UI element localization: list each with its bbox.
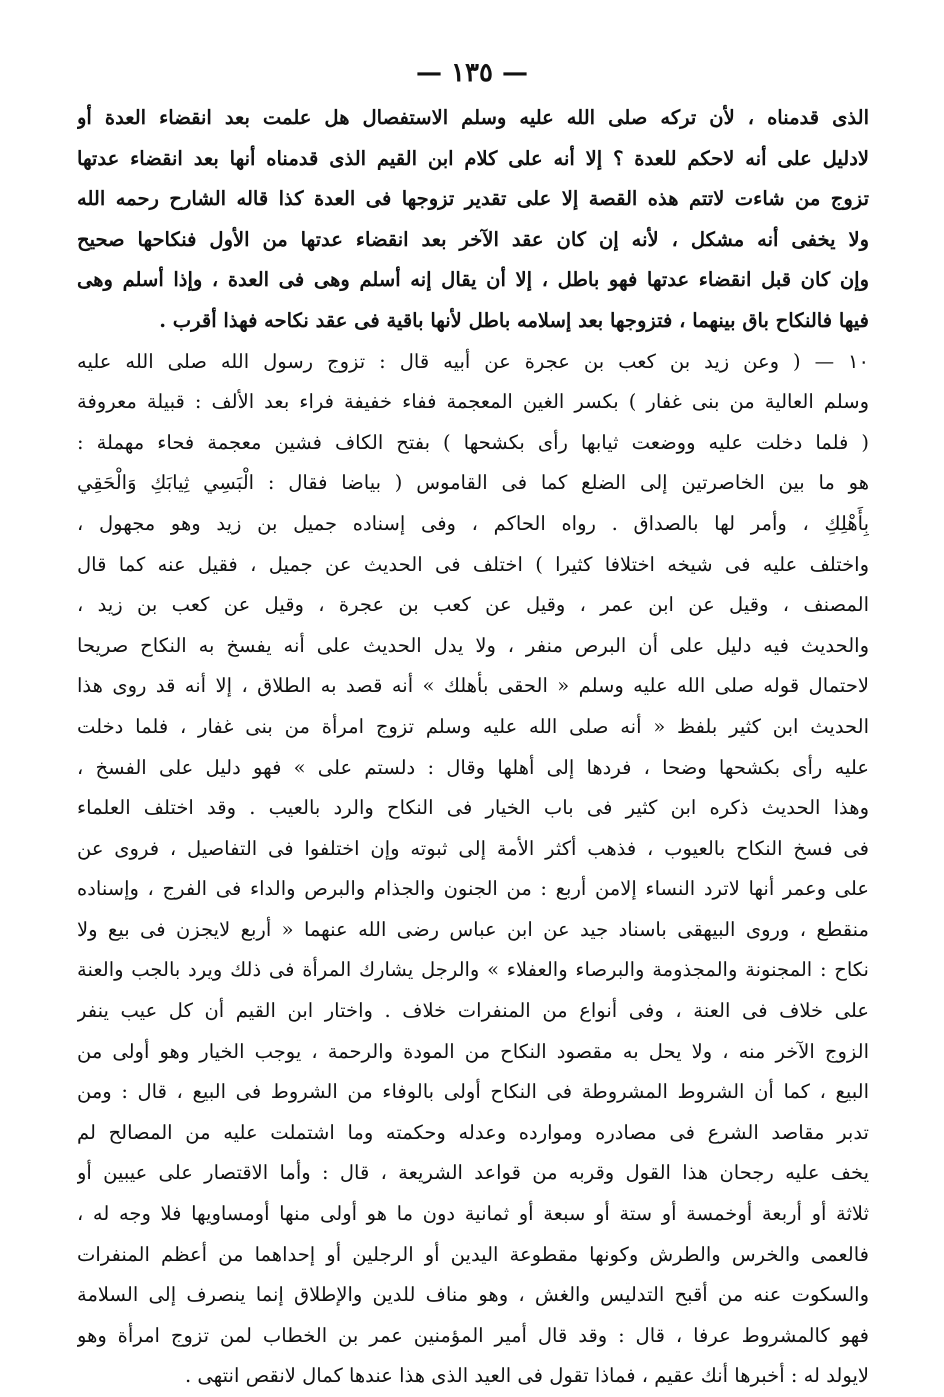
text-line: لادليل على أنه لاحكم للعدة ؟ إلا أنه على كلام ابن القيم الذى قدمناه أنها بعد انقضاء عدتها bbox=[77, 146, 869, 170]
text-line: عليه رأى بكشحها وضحا ، فردها إلى أهلها وقال : دلستم على » فهو دليل على الفسخ ، bbox=[77, 755, 869, 779]
text-line: وإن كان قبل انقضاء عدتها فهو باطل ، إلا أن يقال إنه أسلم وهى فى العدة ، وإذا أسلم وهى bbox=[77, 268, 869, 292]
text-line: ثلاثة أو أربعة أوخمسة أو ستة أو سبعة أو ثمانية دون ما هو أولى منها أومساويها فلا وجه له ، bbox=[77, 1202, 869, 1226]
text-line: وهذا الحديث ذكره ابن كثير فى باب الخيار فى النكاح والرد بالعيب . وقد اختلف العلماء bbox=[77, 796, 869, 820]
body-text bbox=[77, 98, 869, 1397]
text-line: فهو كالمشروط عرفا ، قال : وقد قال أمير المؤمنين عمر بن الخطاب لمن تزوج امرأة وهو bbox=[77, 1323, 869, 1347]
text-line: وسلم العالية من بنى غفار ) بكسر الغين المعجمة ففاء خفيفة فراء بعد الألف : قبيلة معروفة bbox=[77, 390, 869, 414]
text-line: نكاح : المجنونة والمجذومة والبرصاء والعفلاء » والرجل يشارك المرأة فى ذلك ويرد بالجب والعنة bbox=[77, 958, 869, 982]
text-line: لايولد له : أخبرها أنك عقيم ، فماذا تقول فى العيد الذى هذا عندها كمال لانقص انتهى . bbox=[185, 1364, 869, 1388]
text-line: على وعمر أنها لاترد النساء إلامن أربع : من الجنون والجذام والبرص والداء فى الفرج ، وإسناده bbox=[77, 877, 869, 901]
text-line: الحديث ابن كثير بلفظ « أنه صلى الله عليه وسلم تزوج امرأة من بنى غفار ، فلما دخلت bbox=[77, 714, 869, 738]
text-line: واختلف عليه فى شيخه اختلافا كثيرا ) اختلف فى الحديث عن جميل ، فقيل عنه كما قال bbox=[77, 552, 869, 576]
text-line: المصنف ، وقيل عن ابن عمر ، وقيل عن كعب بن عجرة ، وقيل عن كعب بن زيد ، bbox=[77, 593, 869, 617]
text-line: البيع ، كما أن الشروط المشروطة فى النكاح أولى بالوفاء من الشروط فى البيع ، قال : ومن bbox=[77, 1080, 869, 1104]
text-line: ١٠ — ( وعن زيد بن كعب بن عجرة عن أبيه قال : تزوج رسول الله صلى الله عليه bbox=[77, 349, 869, 373]
text-line: تزوج من شاءت لاتتم هذه القصة إلا على تقدير تزوجها فى العدة كذا قاله الشارح رحمه الله bbox=[77, 187, 869, 211]
text-line: الذى قدمناه ، لأن تركه صلى الله عليه وسلم الاستفصال هل علمت بعد انقضاء العدة أو bbox=[77, 106, 869, 129]
text-line: ولا يخفى أنه مشكل ، لأنه إن كان عقد الآخر بعد انقضاء عدتها من الأول فنكاحها صحيح bbox=[77, 227, 869, 251]
text-line: تدبر مقاصد الشرع فى مصادره وموارده وعدله وحكمته وما اشتملت عليه من المصالح لم bbox=[77, 1120, 869, 1144]
text-line: فى فسخ النكاح بالعيوب ، فذهب أكثر الأمة إلى ثبوته وإن اختلفوا فى التفاصيل ، فروى عن bbox=[77, 836, 869, 860]
text-line: هو ما بين الخاصرتين إلى الضلع كما فى القاموس ( بياضا فقال : الْبَسِي ثِيابَكِ وَالْحَقِي bbox=[77, 471, 869, 495]
text-line: فيها فالنكاح باق بينهما ، فتزوجها بعد إسلامه باطل لأنها باقية فى عقد نكاحه فهذا أقرب . bbox=[159, 308, 869, 332]
text-line: منقطع ، وروى البيهقى باسناد جيد عن ابن عباس رضى الله عنهما « أربع لايجزن فى بيع ولا bbox=[77, 917, 869, 941]
text-line: الزوج الآخر منه ، ولا يحل به مقصود النكاح من المودة والرحمة ، يوجب الخيار وهو أولى من bbox=[77, 1039, 869, 1063]
text-line: يخف عليه رجحان هذا القول وقربه من قواعد الشريعة ، قال : وأما الاقتصار على عيبين أو bbox=[77, 1161, 869, 1185]
text-line: فالعمى والخرس والطرش وكونها مقطوعة اليدين أو الرجلين أو إحداهما من أعظم المنفرات bbox=[77, 1242, 869, 1266]
page-number: — ١٣٥ — bbox=[415, 58, 529, 88]
text-line: لاحتمال قوله صلى الله عليه وسلم « الحقى بأهلك » أنه قصد به الطلاق ، إلا أنه قد روى هذا bbox=[77, 674, 869, 698]
text-line: ( فلما دخلت عليه ووضعت ثيابها رأى بكشحها ) بفتح الكاف فشين معجمة فحاء مهملة : bbox=[77, 430, 869, 454]
text-line: والسكوت عنه من أقبح التدليس والغش ، وهو مناف للدين والإطلاق إنما ينصرف إلى السلامة bbox=[77, 1283, 869, 1307]
text-line: والحديث فيه دليل على أن البرص منفر ، ولا يدل الحديث على أنه يفسخ به النكاح صريحا bbox=[77, 633, 869, 657]
text-line: على خلاف فى العنة ، وفى أنواع من المنفرات خلاف . واختار ابن القيم أن كل عيب ينفر bbox=[77, 999, 869, 1023]
text-line: بِأَهْلِكِ ، وأمر لها بالصداق . رواه الحاكم ، وفى إسناده جميل بن زيد وهو مجهول ، bbox=[77, 511, 869, 535]
